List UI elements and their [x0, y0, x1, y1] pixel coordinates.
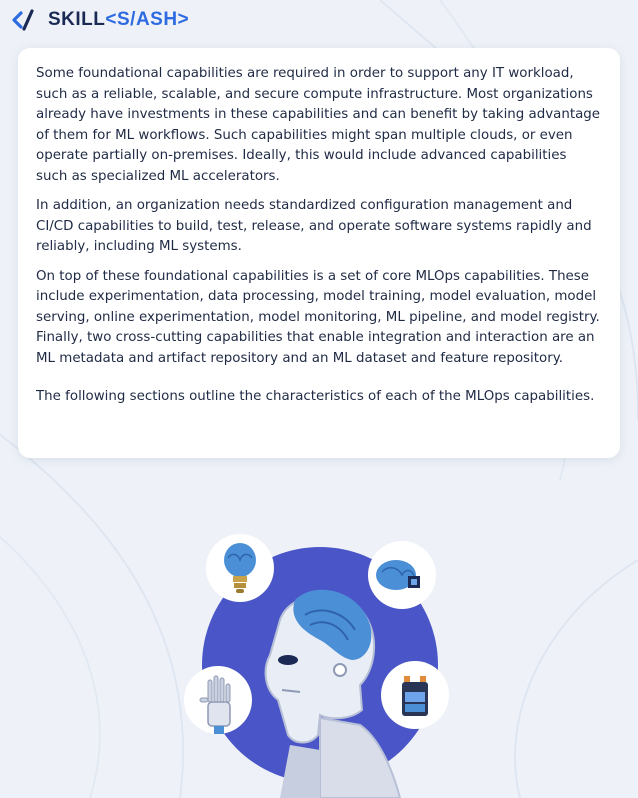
brand-name: SKILL<S/ASH>: [48, 9, 190, 30]
paragraph-foundational: Some foundational capabilities are required in order to support any IT workload, such as a reliable, scalable, and secure compute infrastructure. Most organizations already have investments in these capabilities and can benefit by taking advantage of them for ML workflows. Such capabilities might span multiple clouds, or even operate partially on-premises. Ideally, this would include advanced capabilities such as specialized ML accelerators.: [36, 66, 601, 184]
battery-icon: [381, 661, 449, 729]
brand-header: [12, 8, 189, 32]
ai-illustration: [170, 520, 470, 798]
code-slash-icon: [12, 9, 42, 31]
robot-hand-icon: [184, 666, 252, 734]
paragraph-cicd: In addition, an organization needs standardized configuration management and CI/CD capabilities to build, test, release, and operate software systems rapidly and reliably, including ML systems.: [36, 198, 592, 254]
content-card: [18, 48, 620, 458]
brain-chip-icon: [368, 541, 436, 609]
paragraph-following-sections: The following sections outline the characteristics of each of the MLOps capabilities.: [36, 389, 595, 404]
paragraph-core-mlops: On top of these foundational capabilities is a set of core MLOps capabilities. These include experimentation, data processing, model training, model evaluation, model serving, online experimentation, model monitoring, ML pipeline, and model registry. Finally, two cross-cutting capabilities that enable integration and interaction are an ML metadata and artifact repository and an ML dataset and feature repository.: [36, 268, 600, 366]
lightbulb-brain-icon: [206, 534, 274, 602]
